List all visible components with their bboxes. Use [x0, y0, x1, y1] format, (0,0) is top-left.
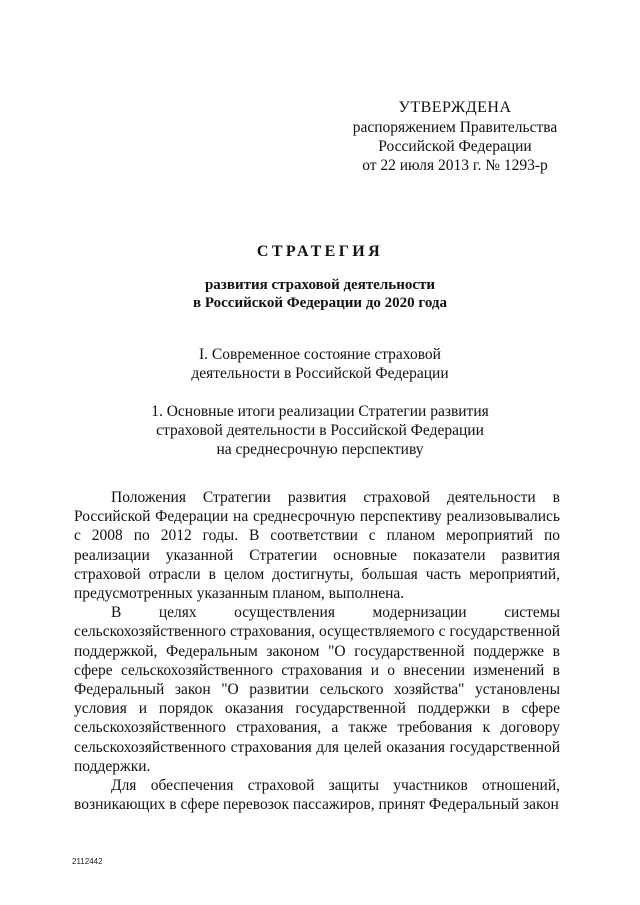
section-heading	[0, 345, 640, 383]
approval-line: распоряжением Правительства	[352, 119, 558, 136]
approval-line: Российской Федерации	[378, 138, 532, 155]
approval-block	[330, 98, 580, 175]
subsection-heading-line: страховой деятельности в Российской Федерации	[156, 422, 484, 439]
approval-stamp: УТВЕРЖДЕНА	[398, 99, 512, 116]
subsection-heading-line: 1. Основные итоги реализации Стратегии развития	[151, 403, 489, 420]
paragraph: В целях осуществления модернизации системы сельскохозяйственного страхования, осуществляемого с государственной поддержкой, Федеральным законом "О государственной поддержке в сфере сельскохозяйственного страхования и о внесении изменений в Федеральный закон "О развитии сельского хозяйства" установлены условия и порядок оказания государственной поддержки в сфере сельскохозяйственного страхования, а также требования к договору сельскохозяйственного страхования для целей оказания государственной поддержки.	[74, 604, 560, 775]
document-title: СТРАТЕГИЯ	[256, 243, 384, 260]
body-text	[74, 488, 560, 814]
subsection-heading	[0, 402, 640, 459]
section-heading-line: I. Современное состояние страховой	[199, 346, 441, 363]
paragraph: Положения Стратегии развития страховой деятельности в Российской Федерации на среднесрочную перспективу реализовывались с 2008 по 2012 годы. В соответствии с планом мероприятий по реализации указанной Стратегии основные показатели развития страховой отрасли в целом достигнуты, большая часть мероприятий, предусмотренных указанным планом, выполнена.	[74, 489, 560, 603]
document-subtitle	[0, 276, 640, 312]
subtitle-line: в Российской Федерации до 2020 года	[192, 295, 448, 311]
subtitle-line: развития страховой деятельности	[204, 277, 436, 293]
subsection-heading-line: на среднесрочную перспективу	[216, 441, 424, 458]
approval-date-line: от 22 июля 2013 г. № 1293-р	[362, 157, 548, 174]
paragraph: Для обеспечения страховой защиты участников отношений, возникающих в сфере перевозок пассажиров, принят Федеральный закон	[74, 777, 560, 814]
section-heading-line: деятельности в Российской Федерации	[191, 365, 449, 382]
page-code: 2112442	[72, 857, 103, 866]
